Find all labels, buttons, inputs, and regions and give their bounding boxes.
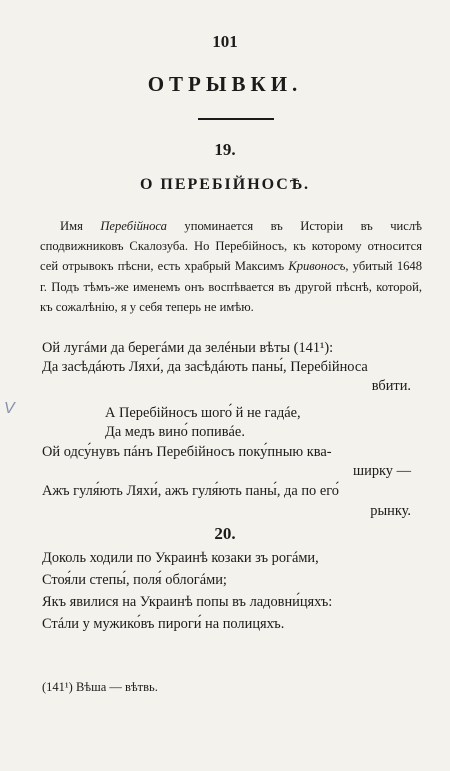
- verse-line: Стоя́ли степы́, поля́ облогáми;: [42, 572, 227, 588]
- piece-number-20: 20.: [214, 524, 236, 543]
- note-name-emphasis: Перебійноса: [100, 219, 167, 233]
- page-number: 101: [212, 32, 238, 51]
- piece-title: О ПЕРЕБІЙНОСѢ.: [139, 176, 311, 193]
- note-text: Имя: [60, 219, 101, 233]
- verse-line: Ой одсу́нувъ пáнъ Перебійносъ поку́пныю ква-: [42, 444, 332, 460]
- note-name-emphasis: Кривоносъ: [288, 259, 346, 274]
- verse-line: Якъ явилися на Украинѣ попы въ ладовни́цяхъ:: [42, 594, 333, 610]
- verse-line: Ажъ гуля́ють Ляхи́, ажъ гуля́ють паны́, да по его́: [42, 483, 339, 499]
- note-text: , убитый 1648 г. Подъ тѣмъ-же именемъ онъ воспѣвается въ другой пѣснѣ, которой, къ сожалѣнію, я у себя теперь не имѣю.: [40, 259, 423, 314]
- verse-line: А Перебійносъ шого́ й не гадáе,: [105, 405, 301, 421]
- margin-pencil-mark: V: [4, 400, 15, 417]
- piece-number-19: 19.: [214, 140, 236, 159]
- verse-line: Да медъ вино́ попивáе.: [105, 424, 245, 440]
- section-title: ОТРЫВКИ.: [147, 72, 303, 96]
- title-rule: [198, 118, 274, 120]
- note-text: упоминается въ Исторіи въ числѣ сподвижниковъ Скалозуба. Но Перебійносъ, къ которому относится сей отрывокъ пѣсни, есть храбрый Максимъ: [40, 219, 422, 274]
- verse-line-continuation: рынку.: [370, 503, 411, 519]
- editorial-note: [40, 216, 422, 317]
- verse-line: Стáли у мужико́въ пироги́ на полицяхъ.: [42, 616, 285, 632]
- verse-line: Ой лугáми да берегáми да зелéныи вѣты (141¹):: [42, 340, 334, 356]
- note-paragraph: [40, 216, 422, 317]
- verse-line-continuation: вбити.: [371, 378, 411, 394]
- footnote: (141¹) Вѣша — вѣтвь.: [42, 680, 158, 694]
- verse-line: Доколь ходили по Украинѣ козаки зъ рогáми,: [42, 550, 319, 566]
- verse-line-continuation: ширку —: [353, 463, 411, 479]
- verse-line: Да засѣдáють Ляхи́, да засѣдáють паны́, Перебійноса: [42, 359, 368, 375]
